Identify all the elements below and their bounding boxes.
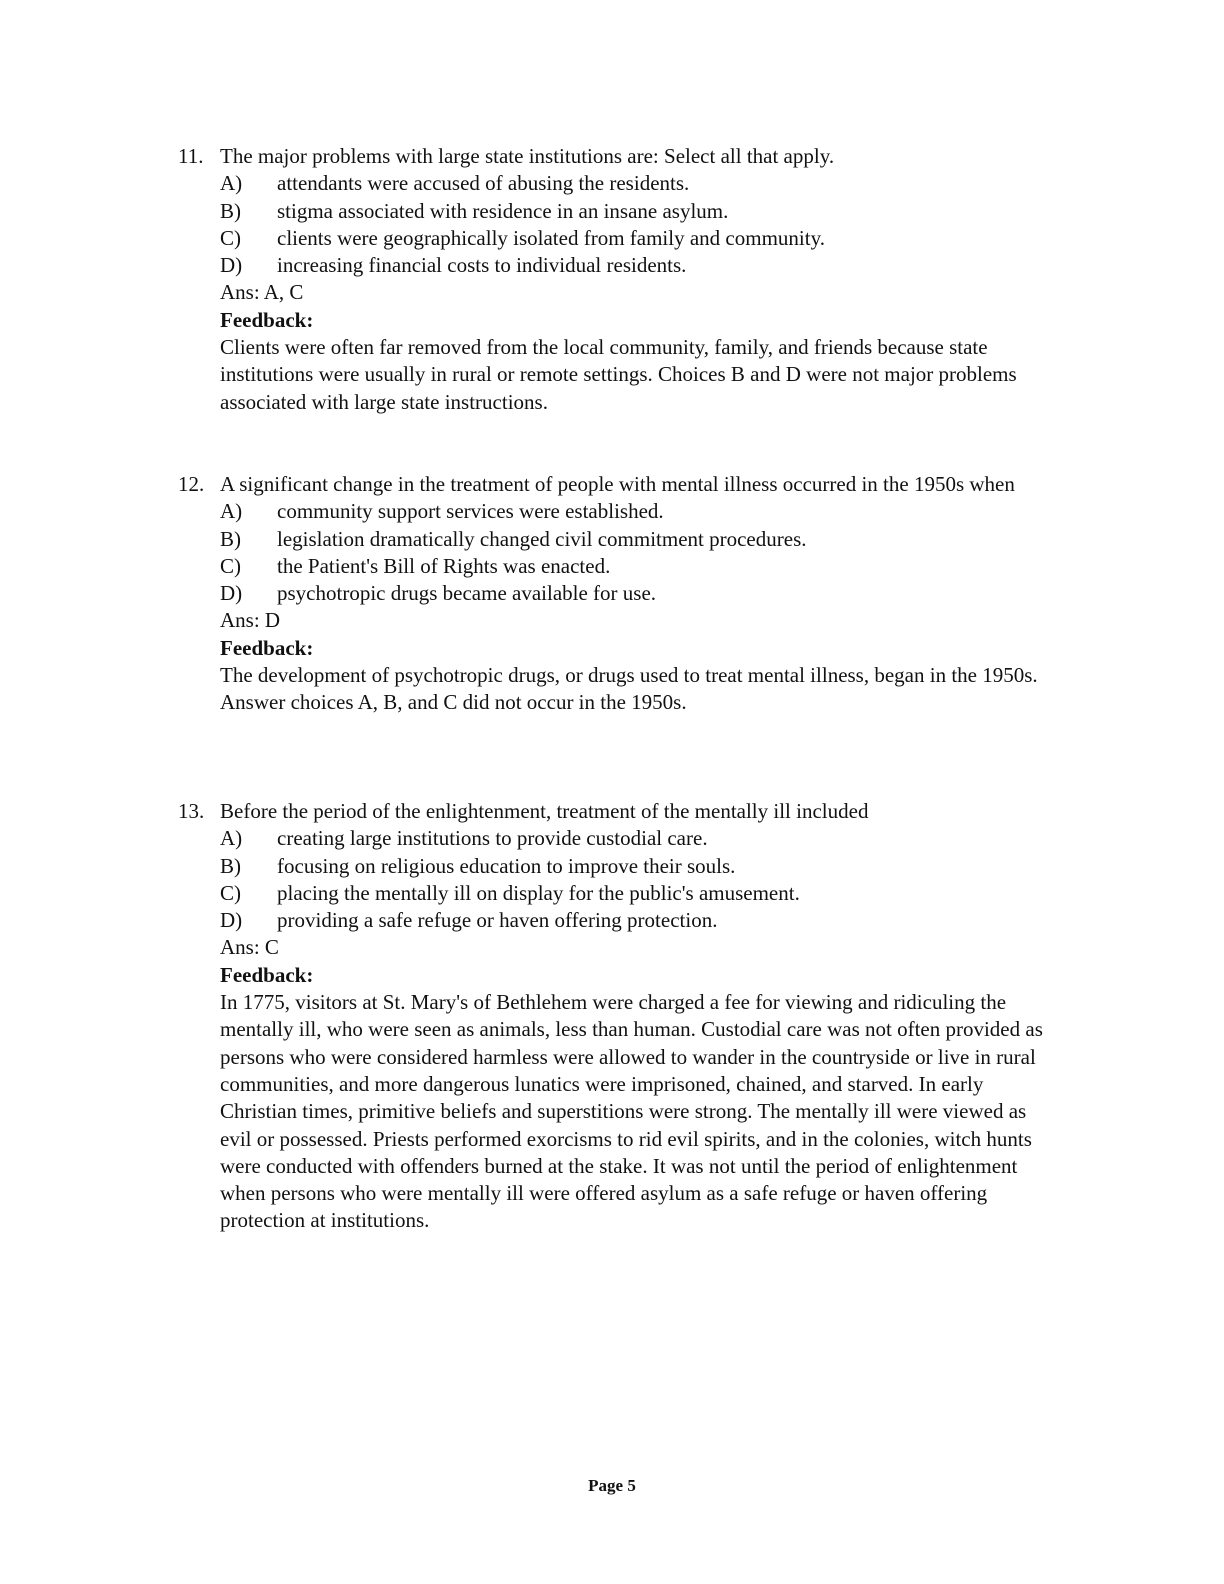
option-text: attendants were accused of abusing the residents.	[277, 171, 690, 196]
option-b	[178, 198, 1078, 225]
feedback-label: Feedback:	[220, 962, 314, 987]
option-c	[178, 553, 1078, 580]
question-stem: Before the period of the enlightenment, treatment of the mentally ill included	[220, 799, 869, 823]
option-letter: A)	[220, 499, 243, 524]
option-c	[178, 880, 1078, 907]
option-text: increasing financial costs to individual residents.	[277, 253, 687, 278]
option-letter: C)	[220, 880, 241, 905]
option-letter: B)	[220, 853, 241, 878]
option-b	[178, 526, 1078, 553]
page-number: Page 5	[588, 1476, 636, 1495]
answer-key: Ans: D	[220, 608, 281, 633]
option-text: clients were geographically isolated from family and community.	[277, 225, 825, 250]
question-11	[178, 143, 1078, 416]
question-number: 13.	[178, 799, 205, 823]
question-stem-line	[178, 143, 1078, 170]
question-number: 12.	[178, 472, 205, 496]
option-letter: D)	[220, 908, 243, 933]
feedback-label: Feedback:	[220, 635, 314, 660]
option-text: the Patient's Bill of Rights was enacted.	[277, 553, 611, 578]
option-a	[178, 825, 1078, 852]
option-text: legislation dramatically changed civil commitment procedures.	[277, 526, 807, 551]
option-letter: D)	[220, 581, 243, 606]
answer-key: Ans: A, C	[220, 280, 304, 305]
option-text: stigma associated with residence in an insane asylum.	[277, 198, 729, 223]
option-text: placing the mentally ill on display for the public's amusement.	[277, 880, 800, 905]
answer-key: Ans: C	[220, 935, 279, 960]
feedback-text: Clients were often far removed from the local community, family, and friends because state institutions were usually in rural or remote settings. Choices B and D were not major problems associated with large state instructions.	[220, 335, 1017, 414]
option-letter: D)	[220, 253, 243, 278]
feedback-label: Feedback:	[220, 307, 314, 332]
option-letter: A)	[220, 171, 243, 196]
option-d	[178, 252, 1078, 279]
option-d	[178, 907, 1078, 934]
option-letter: B)	[220, 198, 241, 223]
option-letter: B)	[220, 526, 241, 551]
option-letter: C)	[220, 225, 241, 250]
feedback-text: In 1775, visitors at St. Mary's of Bethlehem were charged a fee for viewing and ridiculing the mentally ill, who were seen as animals, less than human. Custodial care was not often provided as persons who were considered harmless were allowed to wander in the countryside or live in rural communities, and more dangerous lunatics were imprisoned, chained, and starved. In early Christian times, primitive beliefs and superstitions were strong. The mentally ill were viewed as evil or possessed. Priests performed exorcisms to rid evil spirits, and in the colonies, witch hunts were conducted with offenders burned at the stake. It was not until the period of enlightenment when persons who were mentally ill were offered asylum as a safe refuge or haven offering protection at institutions.	[220, 990, 1043, 1233]
option-a	[178, 170, 1078, 197]
question-stem: A significant change in the treatment of people with mental illness occurred in the 1950s when	[220, 472, 1015, 496]
option-text: community support services were established.	[277, 499, 664, 524]
option-d	[178, 580, 1078, 607]
option-b	[178, 853, 1078, 880]
question-stem: The major problems with large state institutions are: Select all that apply.	[220, 144, 835, 168]
feedback-text: The development of psychotropic drugs, or drugs used to treat mental illness, began in the 1950s. Answer choices A, B, and C did not occur in the 1950s.	[220, 663, 1038, 715]
option-a	[178, 498, 1078, 525]
option-text: creating large institutions to provide custodial care.	[277, 826, 708, 851]
option-text: providing a safe refuge or haven offering protection.	[277, 908, 718, 933]
question-stem-line	[178, 798, 1078, 825]
question-12	[178, 471, 1078, 717]
option-c	[178, 225, 1078, 252]
option-text: psychotropic drugs became available for use.	[277, 581, 657, 606]
question-stem-line	[178, 471, 1078, 498]
option-text: focusing on religious education to improve their souls.	[277, 853, 736, 878]
question-13	[178, 798, 1078, 1235]
option-letter: C)	[220, 553, 241, 578]
option-letter: A)	[220, 826, 243, 851]
question-number: 11.	[178, 144, 204, 168]
